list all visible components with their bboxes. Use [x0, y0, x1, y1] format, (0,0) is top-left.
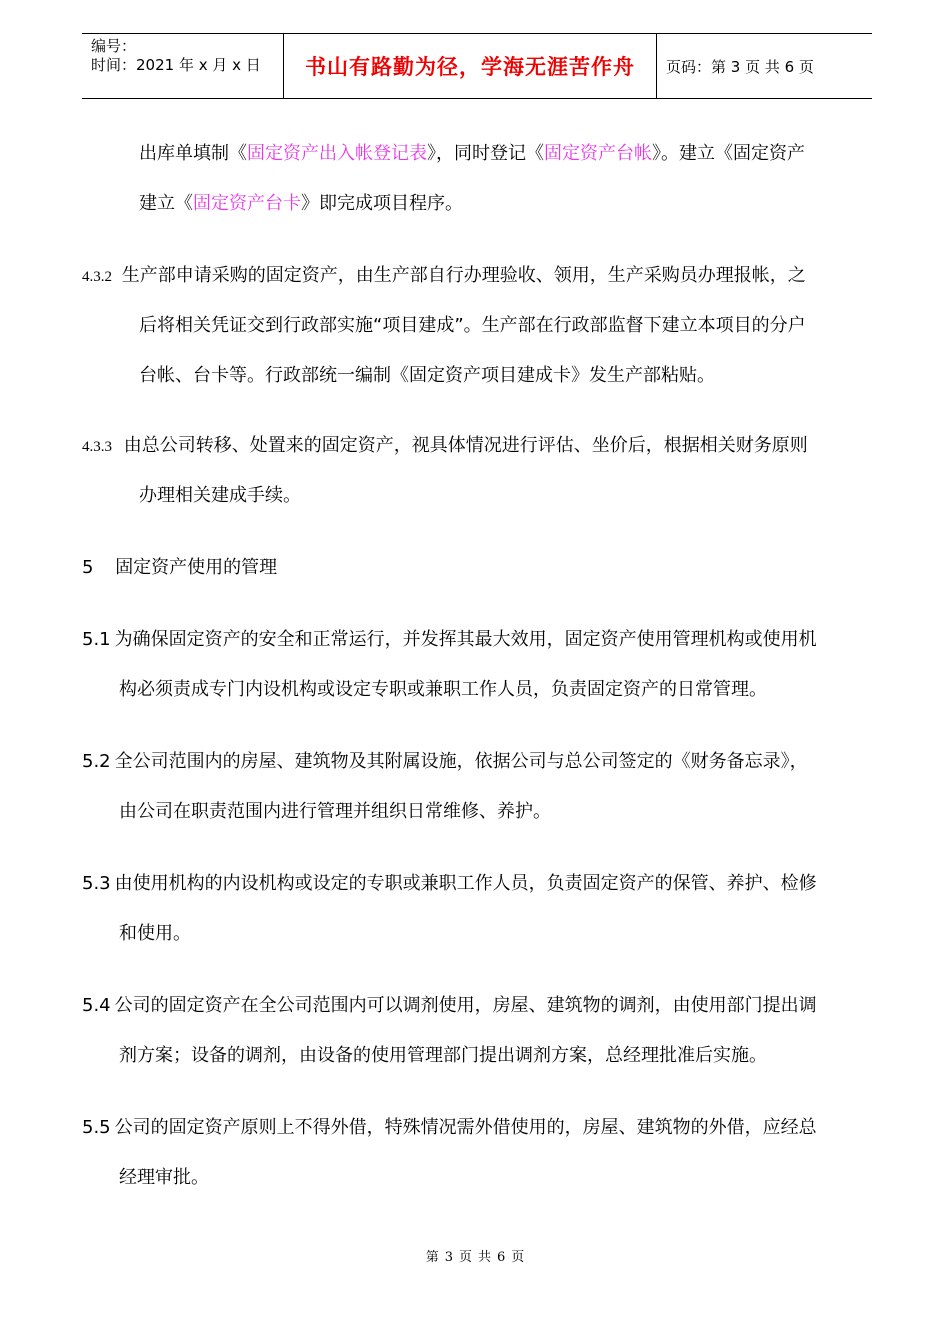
- body-line: 和使用。: [119, 923, 191, 944]
- body-line: 经理审批。: [119, 1167, 209, 1188]
- section-4-3-2-line: [82, 264, 806, 289]
- section-number: 5: [82, 557, 94, 578]
- body-line: [139, 192, 463, 216]
- text-run: 由总公司转移、处置来的固定资产，视具体情况进行评估、坐价后，根据相关财务原则: [123, 435, 808, 456]
- section-5-5-line: [82, 1116, 817, 1140]
- text-run: 全公司范围内的房屋、建筑物及其附属设施，依据公司与总公司签定的《财务备忘录》，: [114, 751, 808, 772]
- body-line: 由公司在职责范围内进行管理并组织日常维修、养护。: [119, 801, 551, 822]
- header-right-cell: [657, 34, 872, 98]
- footer-text: 页: [458, 1250, 472, 1265]
- text-run: 生产部申请采购的固定资产，由生产部自行办理验收、领用，生产采购员办理报帐，之: [121, 265, 806, 286]
- footer-text: 共: [478, 1250, 492, 1265]
- section-number: 4.3.3: [82, 439, 112, 455]
- header-motto: 书山有路勤为径，学海无涯苦作舟: [305, 54, 635, 79]
- text-run: 》。建立《固定资产: [652, 143, 805, 164]
- text-run: 》即完成项目程序。: [301, 193, 463, 214]
- section-number: 5.2: [82, 751, 111, 772]
- header-table: [82, 33, 872, 99]
- body-line: 办理相关建成手续。: [139, 485, 301, 506]
- footer-text: 第: [425, 1250, 439, 1265]
- header-middle-cell: [284, 34, 657, 98]
- body-line: 剂方案；设备的调剂，由设备的使用管理部门提出调剂方案，总经理批准后实施。: [119, 1045, 767, 1066]
- section-5-1-line: [82, 628, 817, 652]
- footer-page-number: 3: [444, 1250, 453, 1265]
- section-number: 5.4: [82, 995, 111, 1016]
- section-title: 固定资产使用的管理: [115, 557, 278, 578]
- section-4-3-3-line: [82, 434, 808, 459]
- text-run: 由使用机构的内设机构或设定的专职或兼职工作人员，负责固定资产的保管、养护、检修: [114, 873, 817, 894]
- text-run: 公司的固定资产在全公司范围内可以调剂使用，房屋、建筑物的调剂，由使用部门提出调: [114, 995, 817, 1016]
- body-line: [139, 142, 805, 166]
- section-number: 5.5: [82, 1117, 111, 1138]
- body-line: 台帐、台卡等。行政部统一编制《固定资产项目建成卡》发生产部粘贴。: [139, 365, 715, 386]
- text-run: 出库单填制《: [139, 143, 247, 164]
- section-number: 5.3: [82, 873, 111, 894]
- section-5-heading: [82, 556, 277, 580]
- text-run: 公司的固定资产原则上不得外借，特殊情况需外借使用的，房屋、建筑物的外借，应经总: [114, 1117, 817, 1138]
- text-run: 》，同时登记《: [427, 143, 544, 164]
- section-number: 4.3.2: [82, 269, 112, 285]
- section-number: 5.1: [82, 629, 111, 650]
- footer-total-pages: 6: [497, 1250, 506, 1265]
- header-page-label: 页码：第 3 页 共 6 页: [666, 57, 814, 76]
- document-number-label: 编号：: [91, 37, 137, 55]
- section-5-3-line: [82, 872, 817, 896]
- section-5-2-line: [82, 750, 808, 774]
- body-line: 构必须责成专门内设机构或设定专职或兼职工作人员，负责固定资产的日常管理。: [119, 679, 767, 700]
- header-left-cell: [82, 34, 284, 98]
- asset-ledger-link[interactable]: 固定资产台帐: [544, 143, 652, 164]
- ledger-register-link[interactable]: 固定资产出入帐登记表: [247, 143, 427, 164]
- body-line: 后将相关凭证交到行政部实施“项目建成”。生产部在行政部监督下建立本项目的分户: [139, 315, 806, 336]
- document-time-label: 时间：2021 年 x 月 x 日: [91, 56, 261, 74]
- asset-card-link[interactable]: 固定资产台卡: [193, 193, 301, 214]
- section-5-4-line: [82, 994, 817, 1018]
- text-run: 为确保固定资产的安全和正常运行，并发挥其最大效用，固定资产使用管理机构或使用机: [114, 629, 817, 650]
- text-run: 建立《: [139, 193, 193, 214]
- page-footer: [0, 1246, 950, 1265]
- footer-text: 页: [511, 1250, 525, 1265]
